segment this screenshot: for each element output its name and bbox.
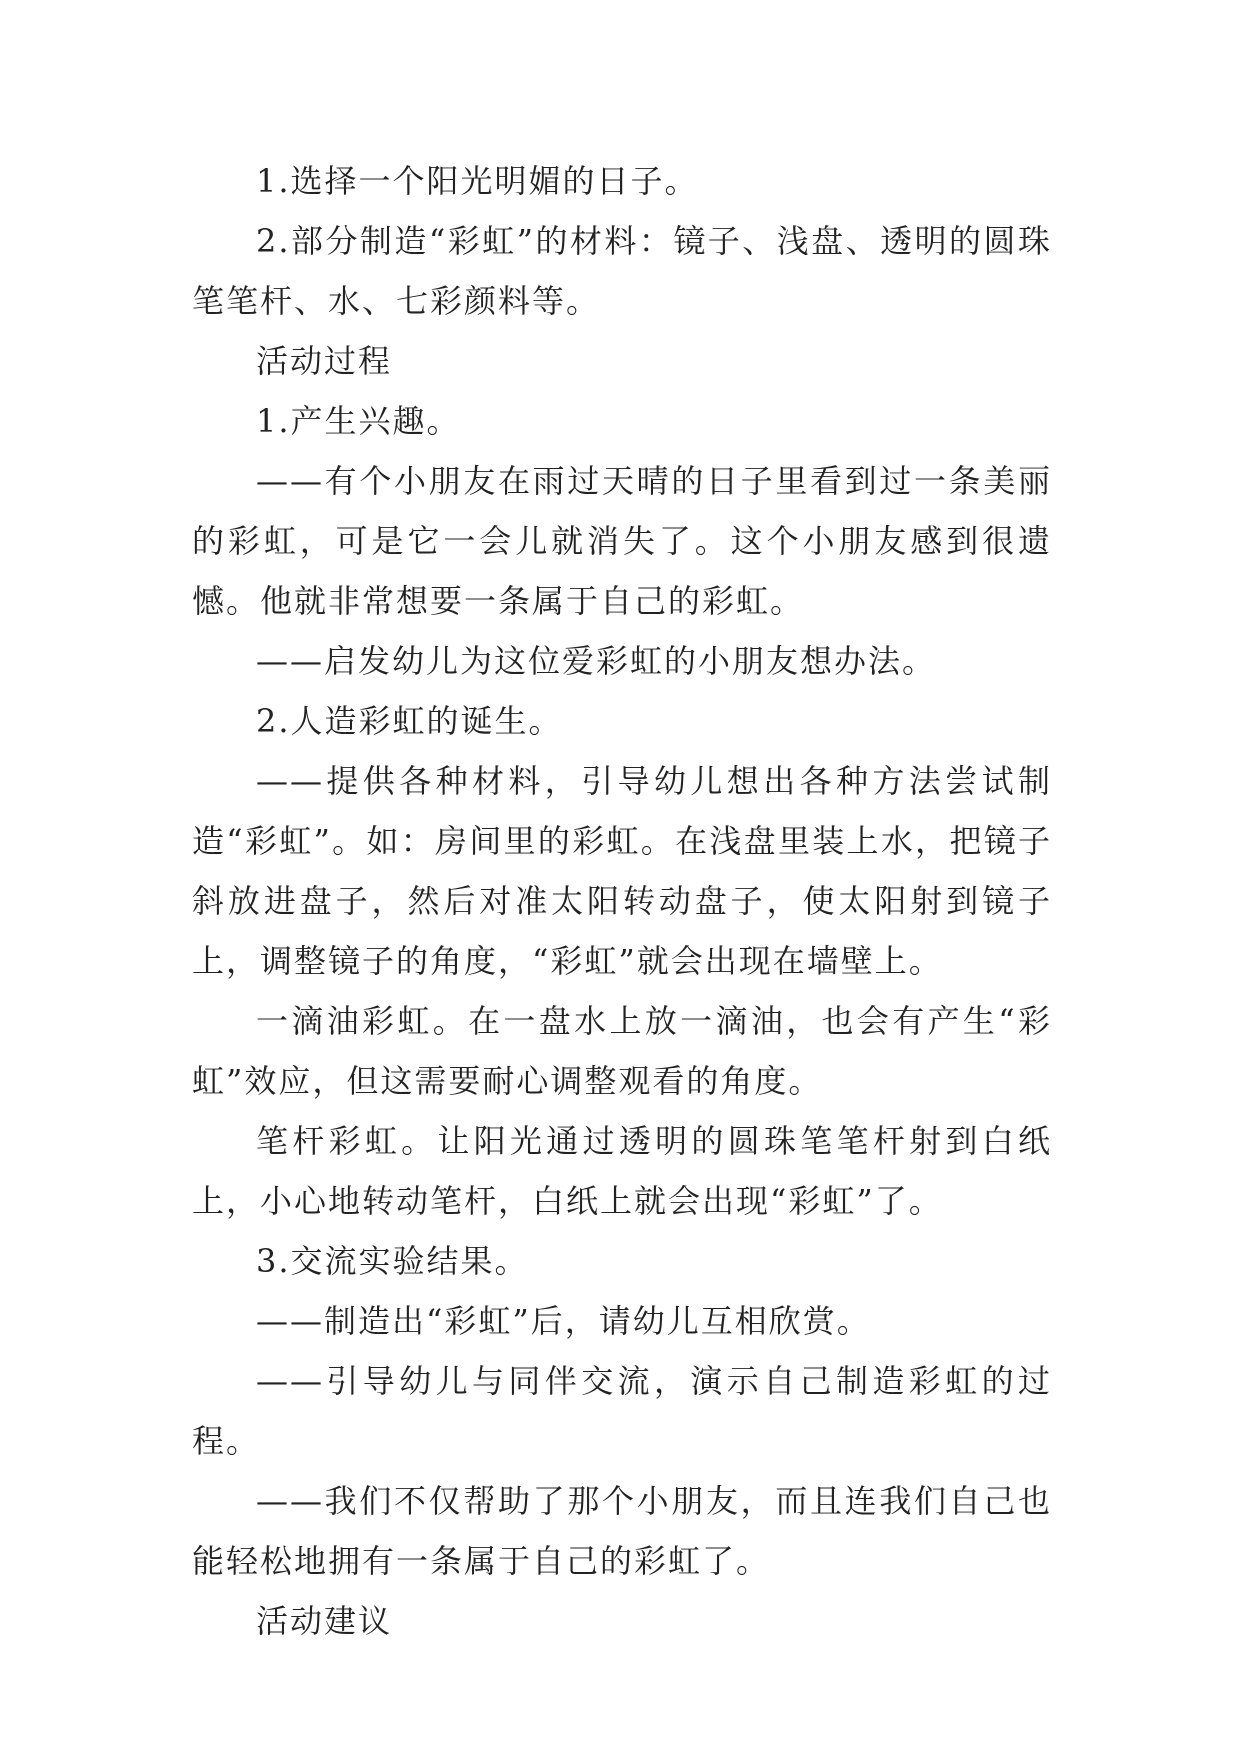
- paragraph-material-1: 1.选择一个阳光明媚的日子。: [256, 162, 699, 200]
- section-heading-process: 活动过程: [256, 342, 393, 380]
- paragraph-appreciate: ——制造出“彩虹”后，请幼儿互相欣赏。: [256, 1302, 871, 1340]
- paragraph-inspire: ——启发幼儿为这位爱彩虹的小朋友想办法。: [256, 642, 937, 680]
- step-heading-3: 3.交流实验结果。: [256, 1242, 529, 1280]
- step-heading-2: 2.人造彩虹的诞生。: [256, 702, 563, 740]
- paragraph-story: ——有个小朋友在雨过天晴的日子里看到过一条美丽的彩虹，可是它一会儿就消失了。这个小朋友感到很遗憾。他就非常想要一条属于自己的彩虹。: [192, 462, 1052, 620]
- step-heading-1: 1.产生兴趣。: [256, 402, 461, 440]
- paragraph-pen-rainbow: 笔杆彩虹。让阳光通过透明的圆珠笔笔杆射到白纸上，小心地转动笔杆，白纸上就会出现“彩虹”了。: [192, 1122, 1052, 1220]
- paragraph-oil-rainbow: 一滴油彩虹。在一盘水上放一滴油，也会有产生“彩虹”效应，但这需要耐心调整观看的角度。: [192, 1002, 1052, 1100]
- paragraph-share: ——引导幼儿与同伴交流，演示自己制造彩虹的过程。: [192, 1362, 1052, 1460]
- paragraph-room-rainbow: ——提供各种材料，引导幼儿想出各种方法尝试制造“彩虹”。如：房间里的彩虹。在浅盘里装上水，把镜子斜放进盘子，然后对准太阳转动盘子，使太阳射到镜子上，调整镜子的角度，“彩虹”就会出现在墙壁上。: [192, 762, 1052, 980]
- paragraph-conclusion: ——我们不仅帮助了那个小朋友，而且连我们自己也能轻松地拥有一条属于自己的彩虹了。: [192, 1482, 1052, 1580]
- document-body: [192, 151, 1052, 1651]
- paragraph-material-2: 2.部分制造“彩虹”的材料：镜子、浅盘、透明的圆珠笔笔杆、水、七彩颜料等。: [192, 222, 1052, 320]
- section-heading-suggestion: 活动建议: [256, 1602, 393, 1640]
